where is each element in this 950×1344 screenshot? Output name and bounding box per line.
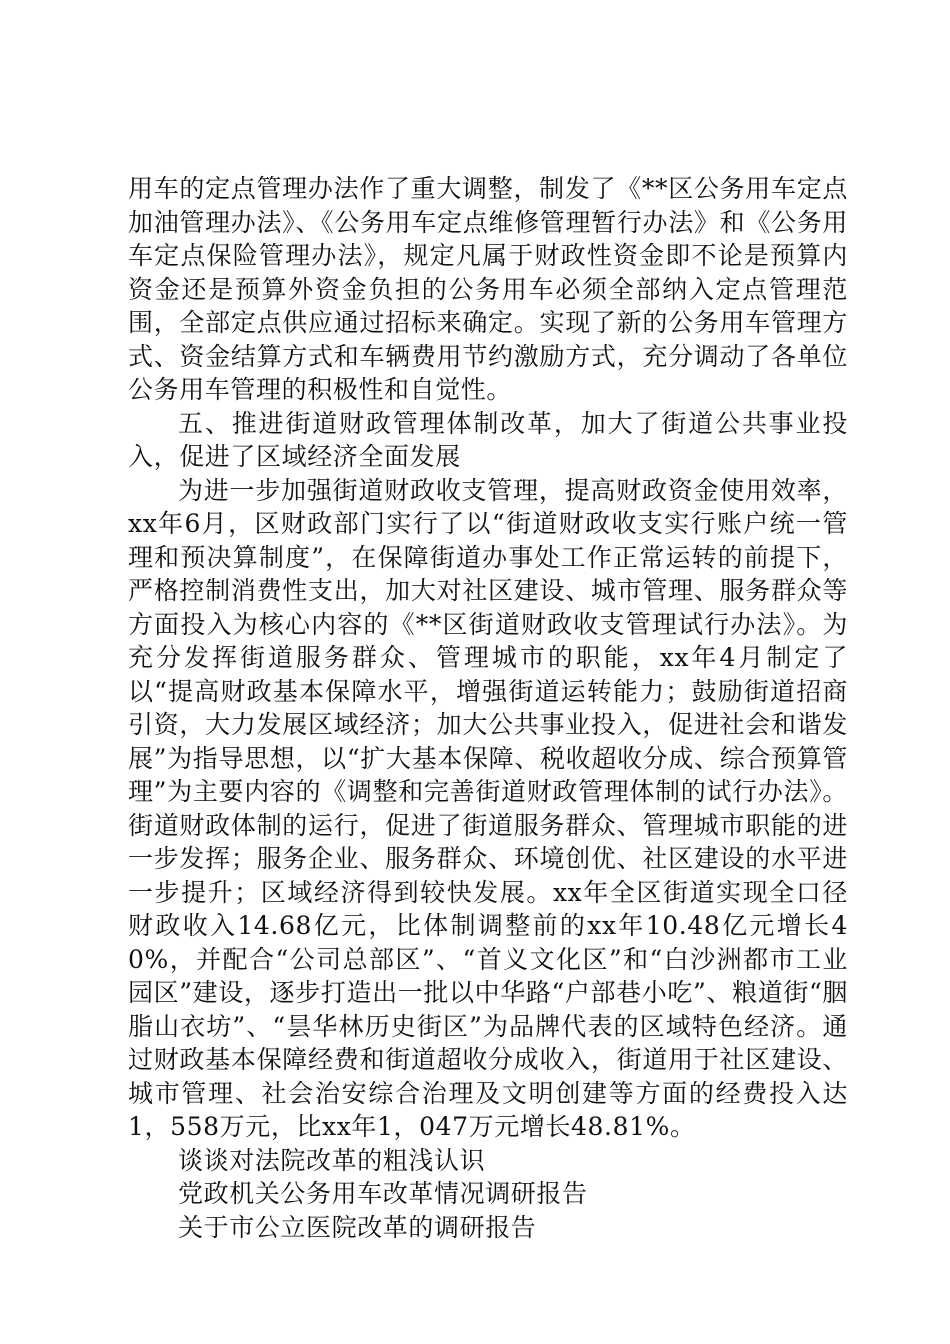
related-link-2[interactable]: 党政机关公务用车改革情况调研报告 xyxy=(178,1179,588,1208)
related-link-3[interactable]: 关于市公立医院改革的调研报告 xyxy=(178,1212,537,1242)
related-link-1[interactable]: 谈谈对法院改革的粗浅认识 xyxy=(178,1145,486,1175)
document-body xyxy=(128,172,848,1244)
section-heading: 五、推进街道财政管理体制改革，加大了街道公共事业投入，促进了区域经济全面发展 xyxy=(128,408,848,471)
body-paragraph: 用车的定点管理办法作了重大调整，制发了《**区公务用车定点加油管理办法》、《公务用车定点维修管理暂行办法》和《公务用车定点保险管理办法》，规定凡属于财政性资金即不论是预算内资金还是预算外资金负担的公务用车必须全部纳入定点管理范围，全部定点供应通过招标来确定。实现了新的公务用车管理方式、资金结算方式和车辆费用节约激励方式，充分调动了各单位公务用车管理的积极性和自觉性。 xyxy=(128,174,848,404)
body-paragraph: 为进一步加强街道财政收支管理，提高财政资金使用效率，xx年6月，区财政部门实行了以“街道财政收支实行账户统一管理和预决算制度”，在保障街道办事处工作正常运转的前提下，严格控制消费性支出，加大对社区建设、城市管理、服务群众等方面投入为核心内容的《**区街道财政收支管理试行办法》。为充分发挥街道服务群众、管理城市的职能，xx年4月制定了以“提高财政基本保障水平，增强街道运转能力；鼓励街道招商引资，大力发展区域经济；加大公共事业投入，促进社会和谐发展”为指导思想，以“扩大基本保障、税收超收分成、综合预算管理”为主要内容的《调整和完善街道财政管理体制的试行办法》。街道财政体制的运行，促进了街道服务群众、管理城市职能的进一步发挥；服务企业、服务群众、环境创优、社区建设的水平进一步提升；区域经济得到较快发展。xx年全区街道实现全口径财政收入14.68亿元，比体制调整前的xx年10.48亿元增长40%，并配合“公司总部区”、“首义文化区”和“白沙洲都市工业园区”建设，逐步打造出一批以中华路“户部巷小吃”、粮道街“胭脂山衣坊”、“昙华林历史街区”为品牌代表的区域特色经济。通过财政基本保障经费和街道超收分成收入，街道用于社区建设、城市管理、社会治安综合治理及文明创建等方面的经费投入达1，558万元，比xx年1，047万元增长48.81%。 xyxy=(128,475,848,1141)
